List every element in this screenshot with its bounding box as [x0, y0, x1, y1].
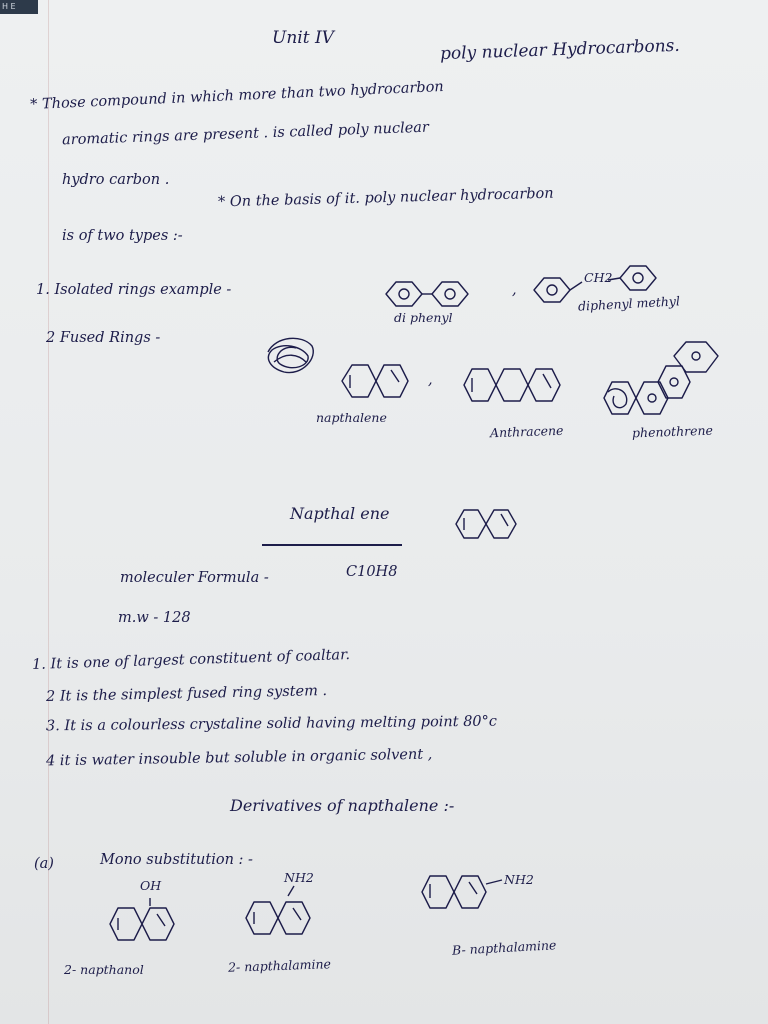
- heading-underline: [262, 544, 402, 546]
- fact-3: 3. It is a colourless crystaline solid having melting point 80°c: [45, 713, 498, 735]
- intro-line-4: * On the basis of it. poly nuclear hydrocarbon: [217, 185, 554, 211]
- scribble-mark: [262, 332, 322, 380]
- napthanol-label: 2- napthanol: [64, 962, 144, 977]
- phenothrene-label: phenothrene: [631, 422, 714, 441]
- ch2-label: CH2: [584, 270, 613, 285]
- anthracene-label: Anthracene: [489, 422, 564, 441]
- napthalene-structure: [336, 356, 416, 406]
- corner-label: H E: [0, 0, 38, 14]
- anthracene-structure: [458, 360, 568, 410]
- molecular-weight: m.w - 128: [118, 610, 191, 626]
- nh2-group-label-1: NH2: [284, 870, 314, 885]
- intro-line-2: aromatic rings are present . is called poly nuclear: [61, 119, 430, 149]
- 2-napthalamine-structure: [238, 884, 318, 944]
- fact-4: 4 it is water insouble but soluble in organic solvent ,: [45, 746, 433, 770]
- unit-heading: Unit IV: [272, 28, 334, 48]
- comma-separator: ,: [512, 282, 517, 298]
- mono-substitution: Mono substitution : -: [100, 852, 253, 868]
- intro-line-1: * Those compound in which more than two hydrocarbon: [29, 78, 445, 114]
- fact-1: 1. It is one of largest constituent of coaltar.: [31, 647, 351, 673]
- b-napthalamine-label: B- napthalamine: [451, 937, 557, 958]
- napthalene-heading-structure: [452, 502, 522, 546]
- napthalene-heading: Napthal ene: [290, 504, 390, 523]
- formula-value: C10H8: [346, 564, 398, 580]
- fact-2: 2 It is the simplest fused ring system .: [45, 683, 328, 705]
- fused-rings-label: 2 Fused Rings -: [46, 330, 161, 346]
- phenothrene-structure: [600, 336, 730, 426]
- isolated-rings-label: 1. Isolated rings example -: [36, 282, 232, 298]
- diphenyl-methyl-label: diphenyl methyl: [577, 293, 681, 314]
- comma-separator-2: ,: [428, 372, 433, 388]
- 2-napthalamine-label: 2- napthalamine: [227, 956, 332, 975]
- diphenyl-structure: [376, 274, 486, 314]
- derivatives-heading: Derivatives of napthalene :-: [230, 796, 455, 815]
- napthanol-structure: [102, 894, 182, 950]
- nh2-group-label-2: NH2: [504, 872, 534, 887]
- intro-line-3: hydro carbon .: [62, 172, 170, 188]
- diphenyl-label: di phenyl: [394, 310, 453, 325]
- oh-group-label: OH: [140, 878, 162, 893]
- item-label-a: (a): [34, 856, 54, 872]
- napthalene-label: napthalene: [316, 410, 387, 425]
- page-title: poly nuclear Hydrocarbons.: [439, 35, 681, 65]
- intro-line-5: is of two types :-: [62, 228, 183, 244]
- formula-label: moleculer Formula -: [120, 570, 269, 586]
- b-napthalamine-structure: [416, 862, 526, 918]
